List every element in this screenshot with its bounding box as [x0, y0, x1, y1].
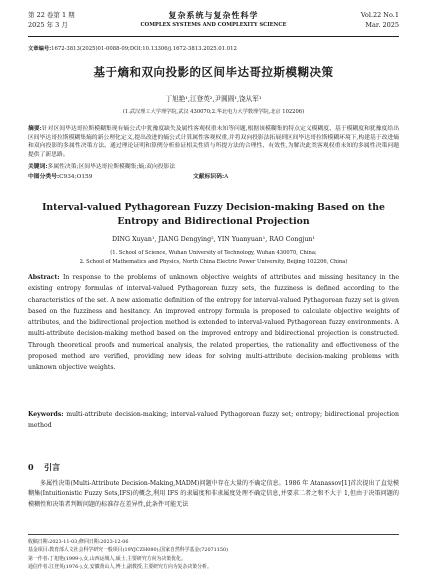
journal-name-en: COMPLEX SYSTEMS AND COMPLEXITY SCIENCE — [140, 22, 287, 28]
footnotes — [28, 534, 399, 571]
abstract-en — [28, 272, 399, 374]
section-title: 引言 — [44, 462, 60, 472]
doc-code-label: 文献标识码: — [193, 174, 225, 180]
article-meta — [28, 45, 399, 53]
abstract-zh-text: 针对区间毕达哥拉斯模糊集现有熵公式中犹豫度缺失及属性客观权重未知等问题,根据该模糊集的特点定义模糊度、基于模糊度和犹豫度给出区间毕达哥拉斯模糊集熵的新公理化定义,提出改进的熵公式计算属性客观权重,并将双向投影法拓展到区间毕达哥拉斯模糊环境下,构建基于改进熵和双向投影的多属性决策方法。通过理论证明和算例分析验证相关性质与所提方法的合理性、有效性,为解决此类客观权重未知的多属性决策问题提供了新思路。 — [28, 126, 399, 159]
volume-issue: 第 22 卷第 1 期 — [28, 11, 75, 19]
title-en: Interval-valued Pythagorean Fuzzy Decision-making Based on the Entropy and Bidirectional Projection — [42, 202, 385, 227]
volume-info — [361, 10, 399, 30]
clc-number — [28, 174, 92, 180]
keywords-en — [28, 409, 399, 432]
affiliation-en-1: (1. School of Science, Wuhan University of Technology, Wuhan 430070, China; — [110, 250, 317, 256]
abstract-en-text: In response to the problems of unknown objective weights of attributes and missing hesitancy in the existing entropy formulas of interval-valued Pythagorean fuzzy sets, the fuzziness is defined according to the characteristics of the set. A new axiomatic definition of the entropy for interval-valued Pythagorean fuzzy set is given based on the fuzziness and hesitancy. An improved entropy formula is proposed to calculate objective weights of attributes, and the bidirectional projection method is extended to interval-valued Pythagorean fuzzy environments. A multi-attribute decision-making method based on the improved entropy and bidirectional projection is constructed. Through theoretical proofs and numerical analysis, the related properties, the rationality and effectiveness of the proposed method are verified, providing new ideas for solving multi-attribute decision-making problems with unknown objective weights. — [28, 274, 399, 372]
keywords-zh-text: 多属性决策;区间毕达哥拉斯模糊集;熵;双向投影法 — [47, 164, 176, 170]
doc-code-value: A — [224, 174, 229, 180]
abstract-en-label: Abstract: — [28, 274, 60, 281]
running-header — [28, 8, 399, 37]
authors-zh: 丁旭艳¹,江登英²,尹圆圆¹,饶从军¹ — [165, 95, 262, 103]
footnote-first-author: 第一作者:丁旭艳(1999-),女,山西运城人,硕士,主要研究方向为决策优化。 — [28, 555, 186, 562]
journal-name — [28, 10, 399, 29]
keywords-en-text: multi-attribute decision-making; interval-valued Pythagorean fuzzy set; entropy; bidirectional projection method — [28, 411, 400, 430]
footnote-funding: 基金项目:教育部人文社会科学研究一般项目(19YJCZH080);国家自然科学基金(72071150) — [28, 547, 229, 554]
affiliations-en — [28, 249, 399, 267]
authors-en: DING Xuyan¹, JIANG Dengying², YIN Yuanyuan¹, RAO Congjun¹ — [112, 236, 315, 243]
journal-name-zh: 复杂系统与复杂性科学 — [168, 10, 259, 20]
clc-label: 中图分类号: — [28, 174, 60, 180]
keywords-zh-label: 关键词: — [28, 164, 48, 170]
abstract-zh-label: 摘要: — [28, 126, 42, 132]
clc-value: C934;O159 — [59, 174, 93, 180]
section-heading — [28, 462, 399, 473]
footnote-corresponding-author: 通信作者:江登英(1976-),女,安徽黄山人,博士,副教授,主要研究方向为复杂决策分析。 — [28, 563, 212, 570]
publication-date: 2025 年 3 月 — [28, 21, 68, 29]
intro-paragraph: 多属性决策(Multi-Attribute Decision-Making,MADM)问题中存在大量的不确定信息。1986 年 Atanassov[1]首次提出了直觉模糊集(Intuitionistic Fuzzy Sets,IFS)的概念,利用 IFS 的隶属度和非隶属度处理不确定信息,并要求二者之和不大于 1,但由于决策问题的模糊性和决策者判断问题的标准存在差异性,此条件可能无法 — [28, 480, 399, 508]
affiliation-en-2: 2. School of Mathematics and Physics, North China Electric Power University, Beijing 102206, China) — [79, 259, 348, 265]
keywords-zh — [28, 163, 399, 172]
volume-number: Vol.22 No.1 — [360, 11, 399, 19]
section-number: 0 — [28, 462, 34, 472]
document-code — [193, 173, 228, 182]
volume-date: Mar. 2025 — [365, 21, 399, 29]
article-number-doi: 1672-3813(2025)01-0088-09;DOI:10.13306/j.1672-3813.2025.01.012 — [51, 46, 237, 52]
article-number-label: 文章编号: — [28, 46, 52, 52]
title-zh: 基于熵和双向投影的区间毕达哥拉斯模糊决策 — [93, 65, 334, 79]
classification — [28, 173, 399, 182]
keywords-en-label: Keywords: — [28, 411, 64, 418]
affiliations-zh: (1.武汉理工大学理学院,武汉 430070;2.华北电力大学数理学院,北京 102206) — [122, 109, 305, 115]
footnote-received: 收稿日期:2023-11-03;修回日期:2023-12-06 — [28, 539, 129, 545]
abstract-zh — [28, 125, 399, 160]
